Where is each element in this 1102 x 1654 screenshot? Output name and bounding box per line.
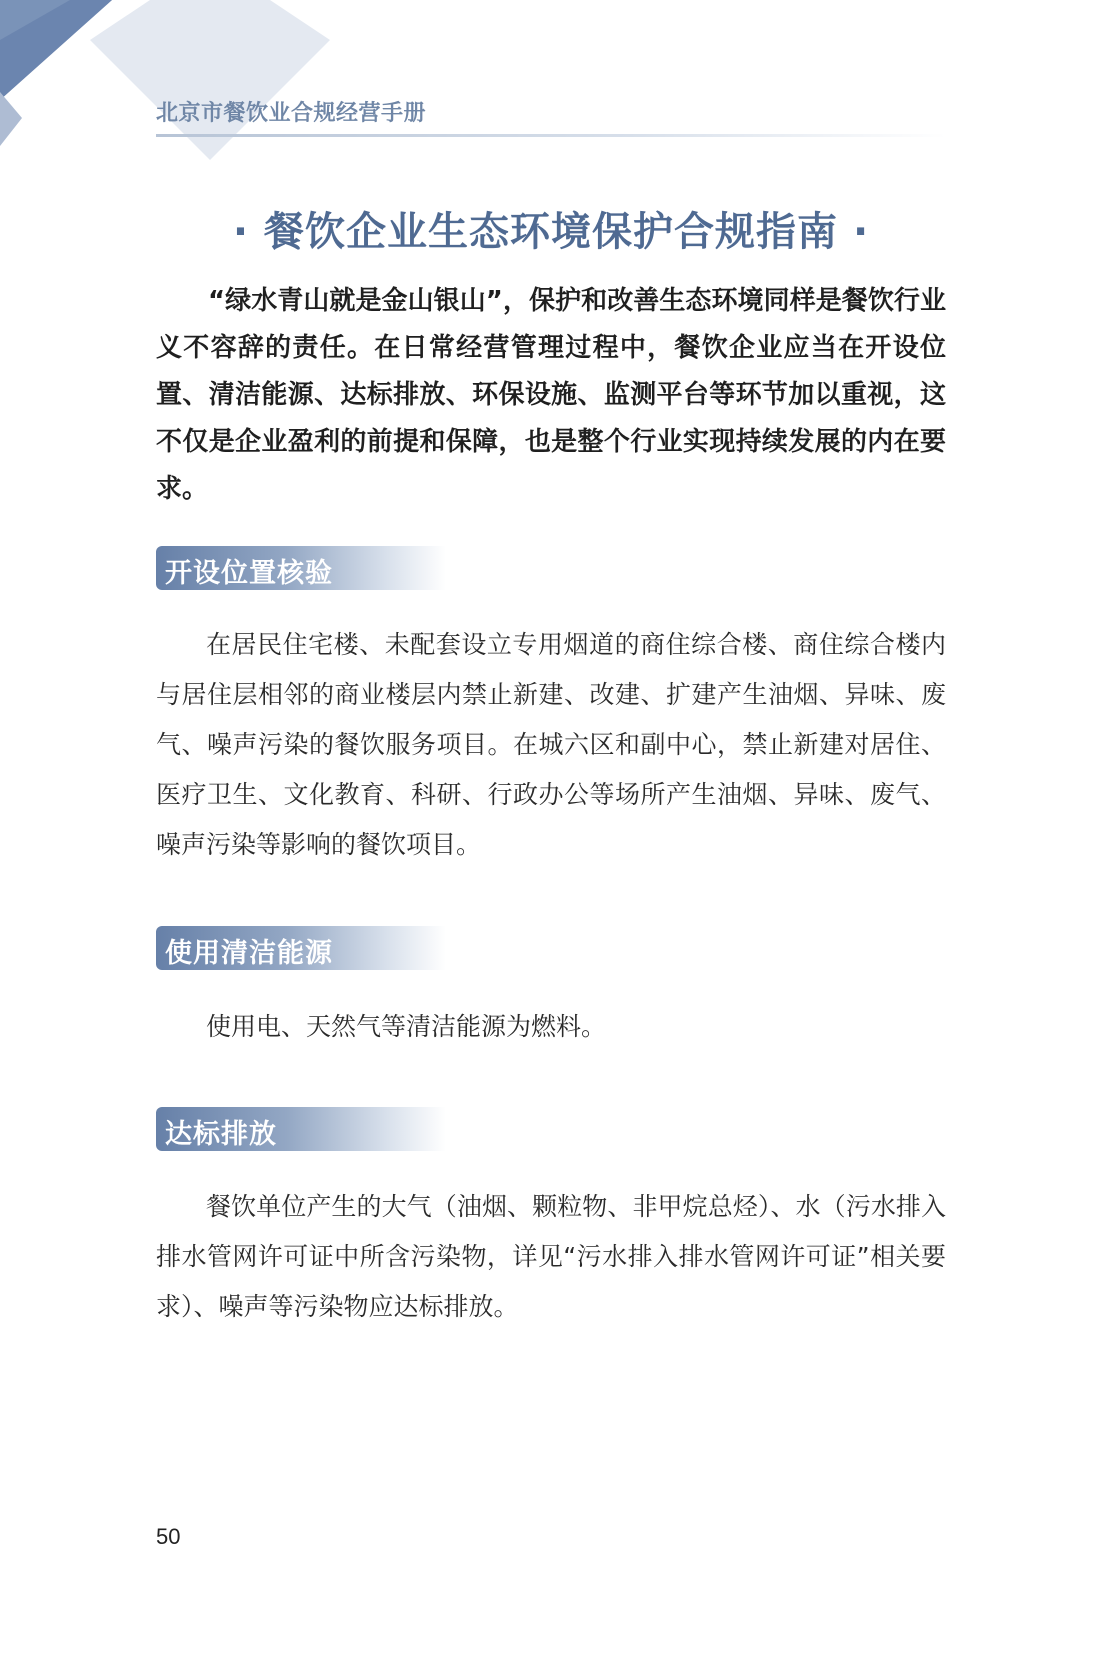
running-header: 北京市餐饮业合规经营手册 bbox=[156, 101, 427, 126]
section-heading-label: 开设位置核验 bbox=[165, 558, 333, 589]
section-heading-label: 达标排放 bbox=[165, 1119, 277, 1150]
section-heading-clean-energy bbox=[156, 926, 446, 970]
page-title bbox=[156, 200, 946, 257]
title-left-dot: · bbox=[232, 209, 250, 255]
title-right-dot: · bbox=[852, 209, 870, 255]
section-body-emission: 餐饮单位产生的大气（油烟、颗粒物、非甲烷总烃）、水（污水排入排水管网许可证中所含污染物，详见“污水排入排水管网许可证”相关要求）、噪声等污染物应达标排放。 bbox=[156, 1192, 946, 1321]
page-number: 50 bbox=[156, 1524, 181, 1549]
section-body-location: 在居民住宅楼、未配套设立专用烟道的商住综合楼、商住综合楼内与居住层相邻的商业楼层内禁止新建、改建、扩建产生油烟、异味、废气、噪声污染的餐饮服务项目。在城六区和副中心，禁止新建对居住、医疗卫生、文化教育、科研、行政办公等场所产生油烟、异味、废气、噪声污染等影响的餐饮项目。 bbox=[156, 630, 946, 859]
intro-paragraph: “绿水青山就是金山银山”，保护和改善生态环境同样是餐饮行业义不容辞的责任。在日常经营管理过程中，餐饮企业应当在开设位置、清洁能源、达标排放、环保设施、监测平台等环节加以重视，这不仅是企业盈利的前提和保障，也是整个行业实现持续发展的内在要求。 bbox=[156, 286, 946, 504]
section-heading-location bbox=[156, 546, 446, 590]
section-body-clean-energy: 使用电、天然气等清洁能源为燃料。 bbox=[206, 1012, 607, 1041]
header-divider bbox=[156, 134, 946, 137]
section-heading-emission bbox=[156, 1107, 446, 1151]
section-heading-label: 使用清洁能源 bbox=[165, 938, 333, 969]
corner-decoration bbox=[0, 0, 360, 180]
title-text: 餐饮企业生态环境保护合规指南 bbox=[264, 209, 838, 255]
